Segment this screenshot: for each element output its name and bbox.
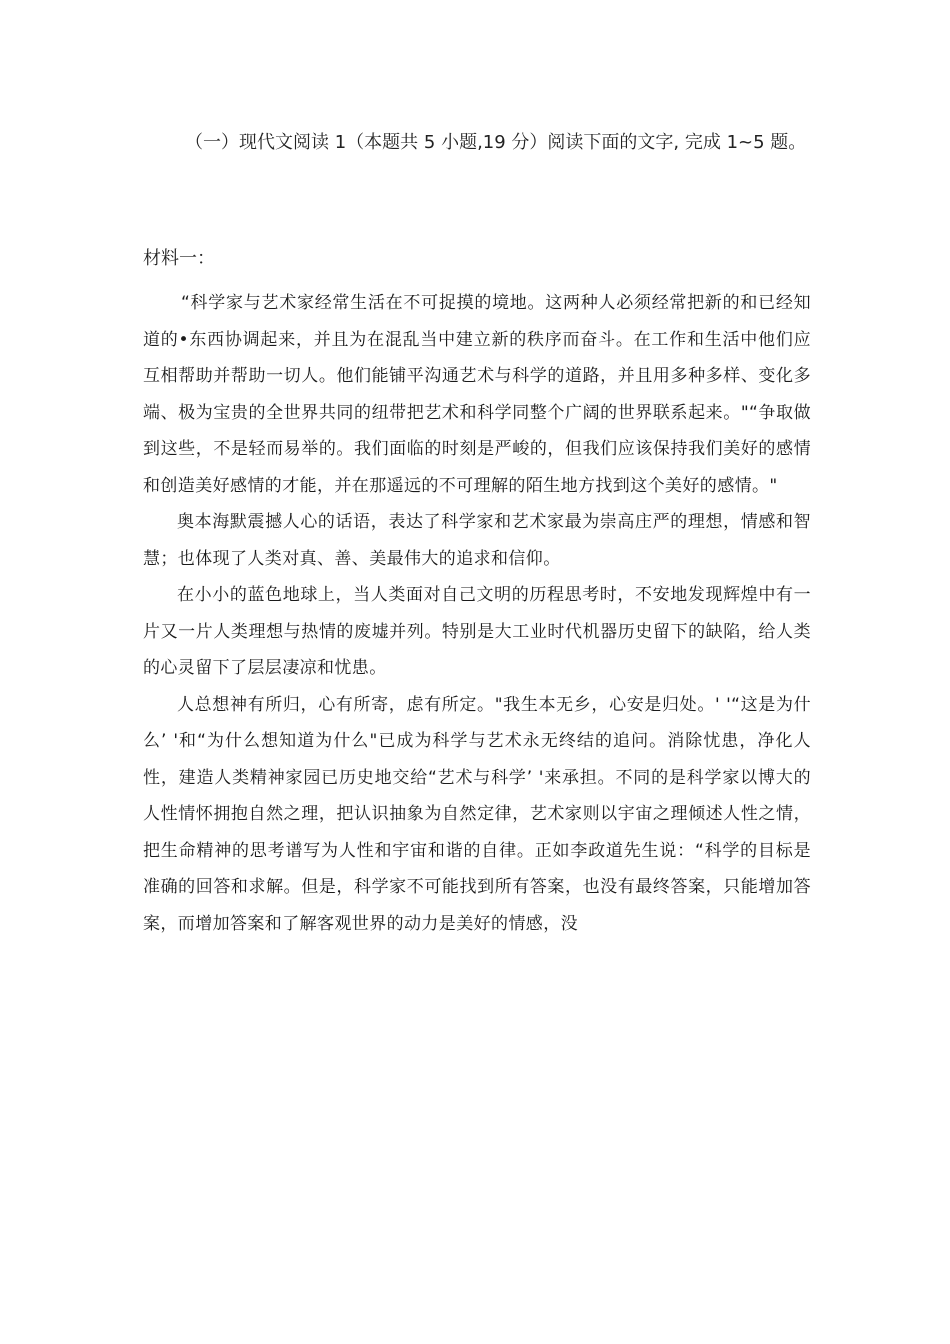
passage-paragraph-2: 奥本海默震撼人心的话语，表达了科学家和艺术家最为崇高庄严的理想，情感和智慧；也体现了人类对真、善、美最伟大的追求和信仰。 — [143, 512, 811, 569]
passage-paragraph-4: 人总想神有所归，心有所寄，虑有所定。"我生本无乡，心安是归处。' '“这是为什么’ '和“为什么想知道为什么"已成为科学与艺术永无终结的追问。消除忧患，净化人性，建造人类精神家园已历史地交给“艺术与科学’ '来承担。不同的是科学家以博大的人性情怀拥抱自然之理，把认识抽象为自然定律，艺术家则以宇宙之理倾述人性之情，把生命精神的思考谱写为人性和宇宙和谐的自律。正如李政道先生说：“科学的目标是准确的回答和求解。但是，科学家不可能找到所有答案，也没有最终答案，只能增加答案，而增加答案和了解客观世界的动力是美好的情感，没 — [143, 694, 811, 934]
passage-paragraph-3: 在小小的蓝色地球上，当人类面对自己文明的历程思考时，不安地发现辉煌中有一片又一片人类理想与热情的废墟并列。特别是大工业时代机器历史留下的缺陷，给人类的心灵留下了层层凄凉和忧患。 — [143, 585, 811, 678]
passage-paragraph-1: “科学家与艺术家经常生活在不可捉摸的境地。这两种人必须经常把新的和已经知道的•东西协调起来，并且为在混乱当中建立新的秩序而奋斗。在工作和生活中他们应互相帮助并帮助一切人。他们能铺平沟通艺术与科学的道路，并且用多种多样、变化多端、极为宝贵的全世界共同的纽带把艺术和科学同整个广阔的世界联系起来。"“争取做到这些，不是轻而易举的。我们面临的时刻是严峻的，但我们应该保持我们美好的感情和创造美好感情的才能，并在那遥远的不可理解的陌生地方找到这个美好的感情。" — [143, 293, 811, 496]
reading-passage — [143, 285, 811, 942]
section-header: （一）现代文阅读 1（本题共 5 小题,19 分）阅读下面的文字, 完成 1~5 题。 — [185, 132, 807, 153]
material-label: 材料一： — [143, 248, 215, 269]
